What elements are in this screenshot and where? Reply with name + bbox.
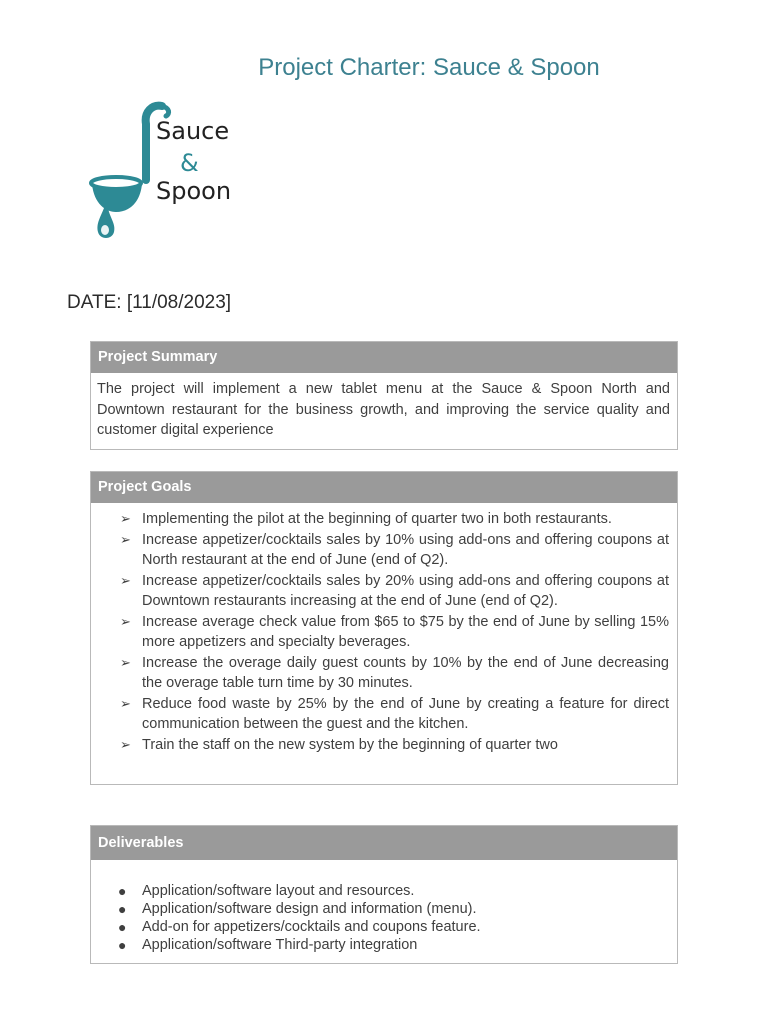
deliverables-header: Deliverables	[91, 826, 677, 860]
list-item: ● Add-on for appetizers/cocktails and coupons feature.	[118, 919, 481, 935]
list-item: ➢ Train the staff on the new system by the beginning of quarter two	[91, 735, 669, 756]
project-goals-header: Project Goals	[91, 472, 677, 503]
list-item: ➢ Increase appetizer/cocktails sales by 20% using add-ons and offering coupons at Downtown restaurants increasing at the end of June (end of Q2).	[120, 572, 669, 609]
arrow-bullet-icon: ➢	[120, 613, 131, 629]
arrow-bullet-icon: ➢	[120, 736, 131, 752]
deliverables-section	[90, 825, 678, 964]
arrow-bullet-icon: ➢	[120, 695, 131, 711]
list-item: ➢ Implementing the pilot at the beginning of quarter two in both restaurants.	[91, 509, 669, 530]
sauce-and-spoon-logo	[86, 100, 236, 245]
dot-bullet-icon: ●	[118, 937, 127, 953]
document-title: Project Charter: Sauce & Spoon	[258, 54, 600, 81]
arrow-bullet-icon: ➢	[120, 531, 131, 547]
project-summary-section	[90, 341, 678, 450]
logo-text-spoon: Spoon	[156, 177, 232, 205]
list-item: ● Application/software Third-party integration	[118, 937, 418, 953]
list-item: ➢ Increase appetizer/cocktails sales by 10% using add-ons and offering coupons at North restaurant at the end of June (end of Q2).	[120, 531, 669, 568]
project-goals-section	[90, 471, 678, 785]
logo-text-ampersand: &	[180, 149, 199, 177]
arrow-bullet-icon: ➢	[120, 511, 131, 526]
logo-text-sauce: Sauce	[156, 117, 230, 145]
list-item: ➢ Reduce food waste by 25% by the end of June by creating a feature for direct communication between the guest and the kitchen.	[120, 695, 669, 732]
date-label: DATE: [11/08/2023]	[67, 292, 232, 313]
dot-bullet-icon: ●	[118, 883, 127, 899]
list-item: ● Application/software design and information (menu).	[118, 901, 477, 917]
project-goals-list	[91, 503, 677, 755]
list-item: ➢ Increase average check value from $65 to $75 by the end of June by selling 15% more appetizers and specialty beverages.	[120, 613, 669, 650]
list-item: ➢ Increase the overage daily guest counts by 10% by the end of June decreasing the overage table turn time by 30 minutes.	[120, 654, 669, 691]
arrow-bullet-icon: ➢	[120, 572, 131, 588]
list-item: ● Application/software layout and resources.	[118, 883, 415, 899]
project-summary-header: Project Summary	[91, 342, 677, 373]
dot-bullet-icon: ●	[118, 901, 127, 917]
project-summary-text: The project will implement a new tablet menu at the Sauce & Spoon North and Downtown restaurant for the business growth, and improving the service quality and customer digital experience	[97, 381, 670, 438]
deliverables-list	[91, 860, 677, 954]
dot-bullet-icon: ●	[118, 919, 127, 935]
arrow-bullet-icon: ➢	[120, 654, 131, 670]
